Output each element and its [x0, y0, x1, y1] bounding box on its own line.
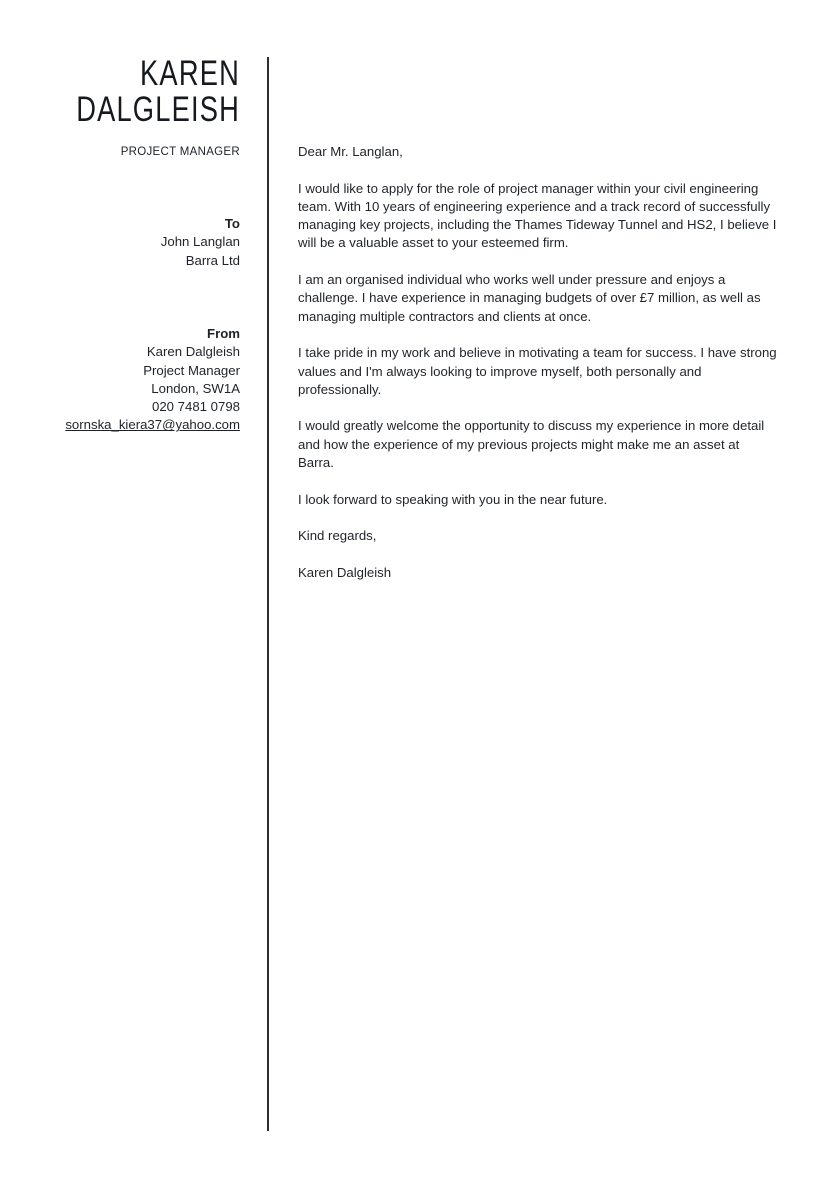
paragraph: I take pride in my work and believe in motivating a team for success. I have strong values and I'm always looking to improve myself, both personally and professionally.: [298, 345, 777, 397]
recipient-company: Barra Ltd: [185, 252, 240, 268]
closing: Kind regards,: [298, 528, 377, 544]
sender-email-link[interactable]: sornska_kiera37@yahoo.com: [65, 417, 240, 433]
name-line-1: KAREN: [140, 54, 240, 93]
paragraph: I would like to apply for the role of project manager within your civil engineering team. With 10 years of engineering experience and a track record of successfully managing key projects, including the Thames Tideway Tunnel and HS2, I believe I will be a valuable asset to your esteemed firm.: [298, 180, 777, 251]
recipient-block: [161, 215, 240, 270]
salutation: Dear Mr. Langlan,: [298, 144, 403, 159]
letter-body: [298, 143, 778, 600]
sender-name: [76, 56, 240, 128]
to-heading: To: [224, 216, 240, 231]
sender-phone: 020 7481 0798: [151, 399, 240, 415]
name-line-2: DALGLEISH: [76, 90, 240, 129]
paragraph: I look forward to speaking with you in the near future.: [298, 491, 608, 507]
paragraph: I am an organised individual who works well under pressure and enjoys a challenge. I have experience in managing budgets of over £7 million, as well as managing multiple contractors and clients at once.: [298, 272, 761, 324]
from-heading: From: [207, 326, 240, 341]
sender-role: Project Manager: [143, 362, 240, 378]
paragraph: I would greatly welcome the opportunity to discuss my experience in more detail and how the experience of my previous projects might make me an asset at Barra.: [298, 418, 765, 471]
sender-location: London, SW1A: [151, 380, 240, 396]
sender-full-name: Karen Dalgleish: [146, 344, 240, 360]
signature: Karen Dalgleish: [298, 564, 392, 580]
sender-title: PROJECT MANAGER: [120, 146, 240, 158]
sender-block: [65, 325, 240, 435]
recipient-name: John Langlan: [160, 234, 240, 250]
vertical-divider: [267, 57, 269, 1131]
